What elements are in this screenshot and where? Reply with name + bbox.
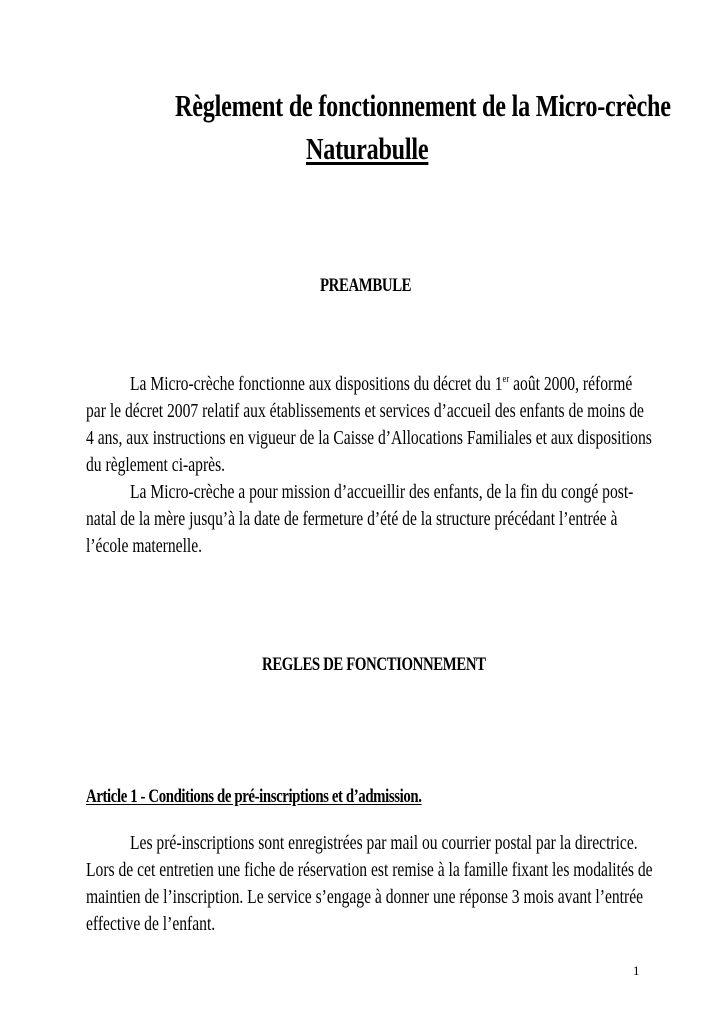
preambule-p1-line1-text: La Micro-crèche fonctionne aux dispositions du décret du 1	[130, 373, 503, 395]
preambule-p1-line4: du règlement ci-après.	[86, 454, 226, 476]
preambule-p2-line3: l’école maternelle.	[86, 535, 203, 557]
preambule-p2-line1: La Micro-crèche a pour mission d’accueillir des enfants, de la fin du congé post-	[130, 481, 634, 503]
preambule-p1-line2: par le décret 2007 relatif aux établissements et services d’accueil des enfants de moins de	[86, 400, 644, 422]
article1-p1-line2: Lors de cet entretien une fiche de réservation est remise à la famille fixant les modalités de	[86, 859, 653, 881]
article1-heading: Article 1 - Conditions de pré-inscriptions et d’admission.	[86, 786, 422, 807]
article1-p1-line1: Les pré-inscriptions sont enregistrées par mail ou courrier postal par la directrice.	[130, 832, 638, 854]
preambule-p2-line2: natal de la mère jusqu’à la date de fermeture d’été de la structure précédant l’entrée à	[86, 508, 618, 530]
page-number: 1	[633, 963, 640, 978]
preambule-p1-line1-end: août 2000, réformé	[509, 373, 633, 395]
superscript-er: er	[502, 373, 510, 385]
document-title: Règlement de fonctionnement de la Micro-crèche	[175, 88, 671, 123]
preambule-p1-line3: 4 ans, aux instructions en vigueur de la Caisse d’Allocations Familiales et aux dispositions	[86, 427, 652, 449]
regles-heading: REGLES DE FONCTIONNEMENT	[262, 654, 486, 675]
article1-p1-line3: maintien de l’inscription. Le service s’engage à donner une réponse 3 mois avant l’entrée	[86, 886, 644, 908]
article1-p1-line4: effective de l’enfant.	[86, 913, 216, 935]
document-subtitle: Naturabulle	[306, 131, 429, 166]
preambule-p1-line1	[130, 373, 632, 395]
preambule-heading: PREAMBULE	[320, 275, 412, 296]
